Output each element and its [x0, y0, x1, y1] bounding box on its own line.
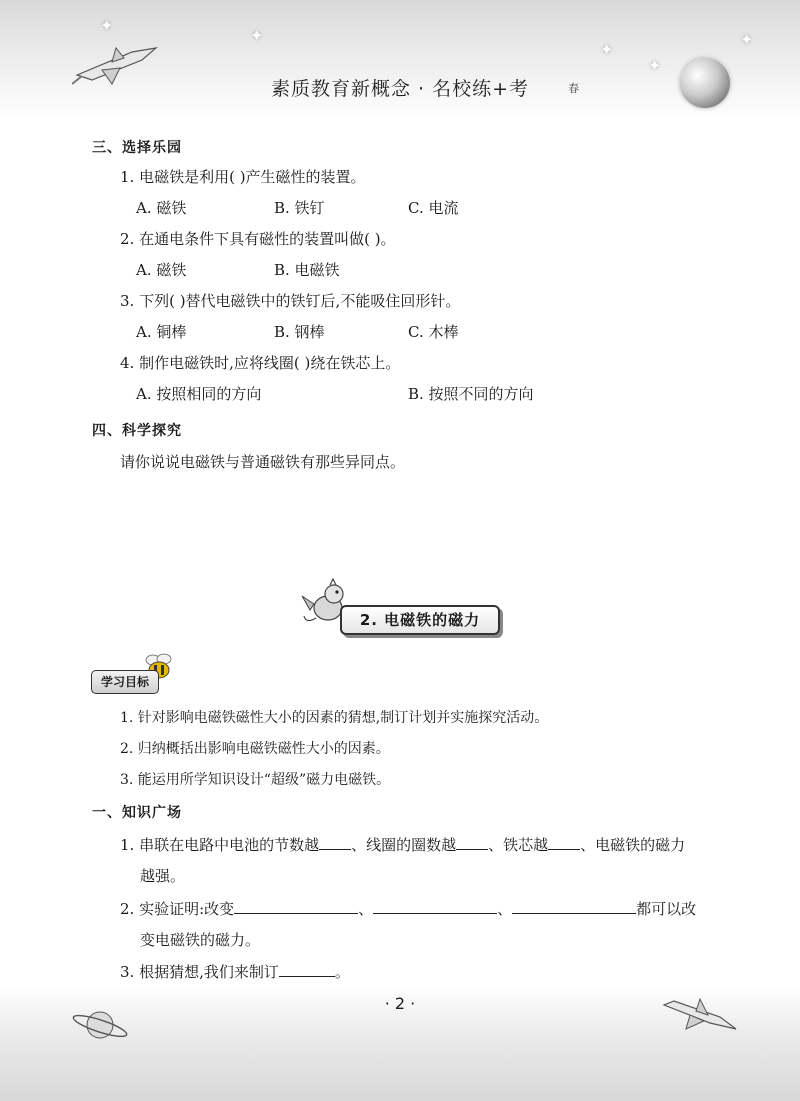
question-text: 都可以改 [636, 900, 697, 918]
inquiry-prompt: 请你说说电磁铁与普通磁铁有那些异同点。 [120, 453, 406, 471]
question-text: 1. 电磁铁是利用( )产生磁性的装置。 [120, 168, 366, 186]
section-heading: 一、知识广场 [92, 805, 182, 821]
answer-blank[interactable] [234, 899, 358, 914]
answer-blank[interactable] [373, 899, 497, 914]
question-text: 3. 根据猜想,我们来制订 [120, 963, 279, 981]
goal-item: 1. 针对影响电磁铁磁性大小的因素的猜想,制订计划并实施探究活动。 [120, 710, 549, 726]
question-text: 、 [358, 900, 374, 918]
sparkle-icon: ✦ [100, 16, 114, 35]
question-text: 3. 下列( )替代电磁铁中的铁钉后,不能吸住回形针。 [120, 292, 461, 310]
option-a: A. 铜棒 [136, 323, 187, 341]
sparkle-icon: ✦ [740, 30, 754, 49]
option-b: B. 电磁铁 [274, 261, 340, 279]
option-a: A. 按照相同的方向 [136, 385, 262, 403]
option-b: B. 按照不同的方向 [408, 385, 534, 403]
question-text: 。 [334, 963, 350, 981]
goal-item: 3. 能运用所学知识设计“超级”磁力电磁铁。 [120, 772, 391, 788]
lesson-title: 2. 电磁铁的磁力 [340, 605, 500, 635]
question-text: 2. 在通电条件下具有磁性的装置叫做( )。 [120, 230, 396, 248]
answer-blank[interactable] [548, 835, 580, 850]
answer-blank[interactable] [279, 962, 335, 977]
study-goals-badge: 学习目标 [91, 670, 159, 694]
question-text: 2. 实验证明:改变 [120, 900, 235, 918]
globe-icon [680, 58, 730, 108]
question-text: 、铁芯越 [488, 836, 549, 854]
answer-blank[interactable] [456, 835, 488, 850]
sparkle-icon: ✦ [600, 40, 614, 59]
header-title: 素质教育新概念 · 名校练+考 [270, 78, 530, 100]
fill-question-3 [120, 961, 350, 982]
page-number: · 2 · [384, 994, 416, 1013]
section-heading: 三、选择乐园 [92, 140, 182, 156]
question-continuation: 越强。 [140, 867, 186, 885]
fill-question-1 [120, 834, 685, 855]
question-text: 1. 串联在电路中电池的节数越 [120, 836, 320, 854]
sparkle-icon: ✦ [250, 26, 264, 45]
answer-blank[interactable] [319, 835, 351, 850]
question-text: 、线圈的圈数越 [351, 836, 457, 854]
season-tag: 春 [568, 82, 579, 95]
option-c: C. 木棒 [408, 323, 459, 341]
sparkle-icon: ✦ [648, 56, 662, 75]
question-text: 、 [497, 900, 513, 918]
question-text: 4. 制作电磁铁时,应将线圈( )绕在铁芯上。 [120, 354, 401, 372]
option-c: C. 电流 [408, 199, 459, 217]
goal-item: 2. 归纳概括出影响电磁铁磁性大小的因素。 [120, 741, 390, 757]
section-heading: 四、科学探究 [92, 423, 182, 439]
option-b: B. 铁钉 [274, 199, 325, 217]
fill-question-2 [120, 898, 696, 919]
question-continuation: 变电磁铁的磁力。 [140, 931, 261, 949]
answer-blank[interactable] [512, 899, 636, 914]
option-a: A. 磁铁 [136, 199, 187, 217]
option-a: A. 磁铁 [136, 261, 187, 279]
option-b: B. 钢棒 [274, 323, 325, 341]
question-text: 、电磁铁的磁力 [580, 836, 686, 854]
space-shuttle-icon [660, 995, 740, 1040]
